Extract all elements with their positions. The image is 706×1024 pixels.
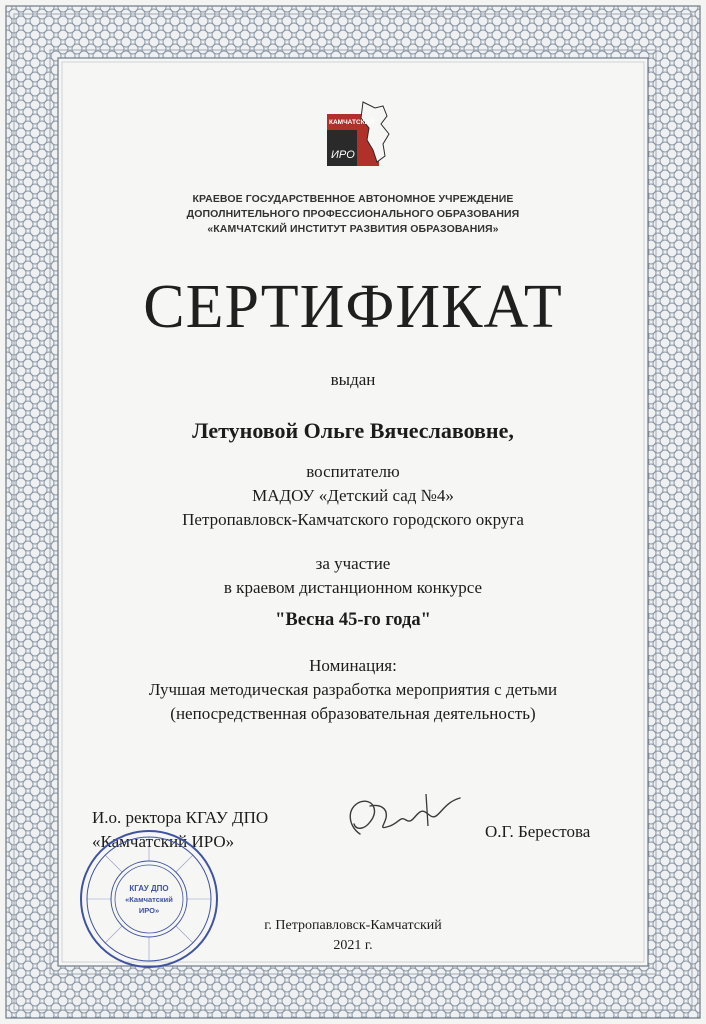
recipient-institution: МАДОУ «Детский сад №4» <box>252 486 454 505</box>
certificate-title: СЕРТИФИКАТ <box>143 273 563 341</box>
contest-title: "Весна 45-го года" <box>275 610 431 630</box>
seal-text-line3: ИРО» <box>138 906 160 915</box>
signatory-role-line-1: И.о. ректора КГАУ ДПО <box>92 808 269 827</box>
footer-city: г. Петропавловск-Камчатский <box>264 918 442 933</box>
signer-name: О.Г. Берестова <box>485 822 591 841</box>
institute-logo <box>323 100 393 170</box>
recipient-district: Петропавловск-Камчатского городского округа <box>182 510 524 529</box>
recipient-position: воспитателю <box>306 462 400 481</box>
footer-year: 2021 г. <box>333 938 373 953</box>
nomination-label: Номинация: <box>309 656 397 675</box>
nomination-line-2: (непосредственная образовательная деятельность) <box>170 704 536 723</box>
org-line-1: КРАЕВОЕ ГОСУДАРСТВЕННОЕ АВТОНОМНОЕ УЧРЕЖДЕНИЕ <box>192 193 514 205</box>
signatory-role-line-2: «Камчатский ИРО» <box>92 832 235 851</box>
official-seal <box>78 828 220 970</box>
logo-text-line1: КАМЧАТСКИЙ <box>329 119 374 126</box>
org-line-2: ДОПОЛНИТЕЛЬНОГО ПРОФЕССИОНАЛЬНОГО ОБРАЗОВАНИЯ <box>186 208 520 220</box>
logo-text-line2: ИРО <box>331 149 355 161</box>
nomination-line-1: Лучшая методическая разработка мероприятия с детьми <box>148 680 558 699</box>
seal-text-line2: «Камчатский <box>125 895 173 904</box>
seal-text-line1: КГАУ ДПО <box>129 884 169 893</box>
handwritten-signature <box>330 786 480 846</box>
org-line-3: «КАМЧАТСКИЙ ИНСТИТУТ РАЗВИТИЯ ОБРАЗОВАНИЯ» <box>207 223 499 235</box>
reason-line-2: в краевом дистанционном конкурсе <box>223 578 483 597</box>
reason-line-1: за участие <box>315 554 391 573</box>
recipient-name: Летуновой Ольге Вячеславовне, <box>192 418 514 443</box>
issued-label: выдан <box>330 370 376 389</box>
